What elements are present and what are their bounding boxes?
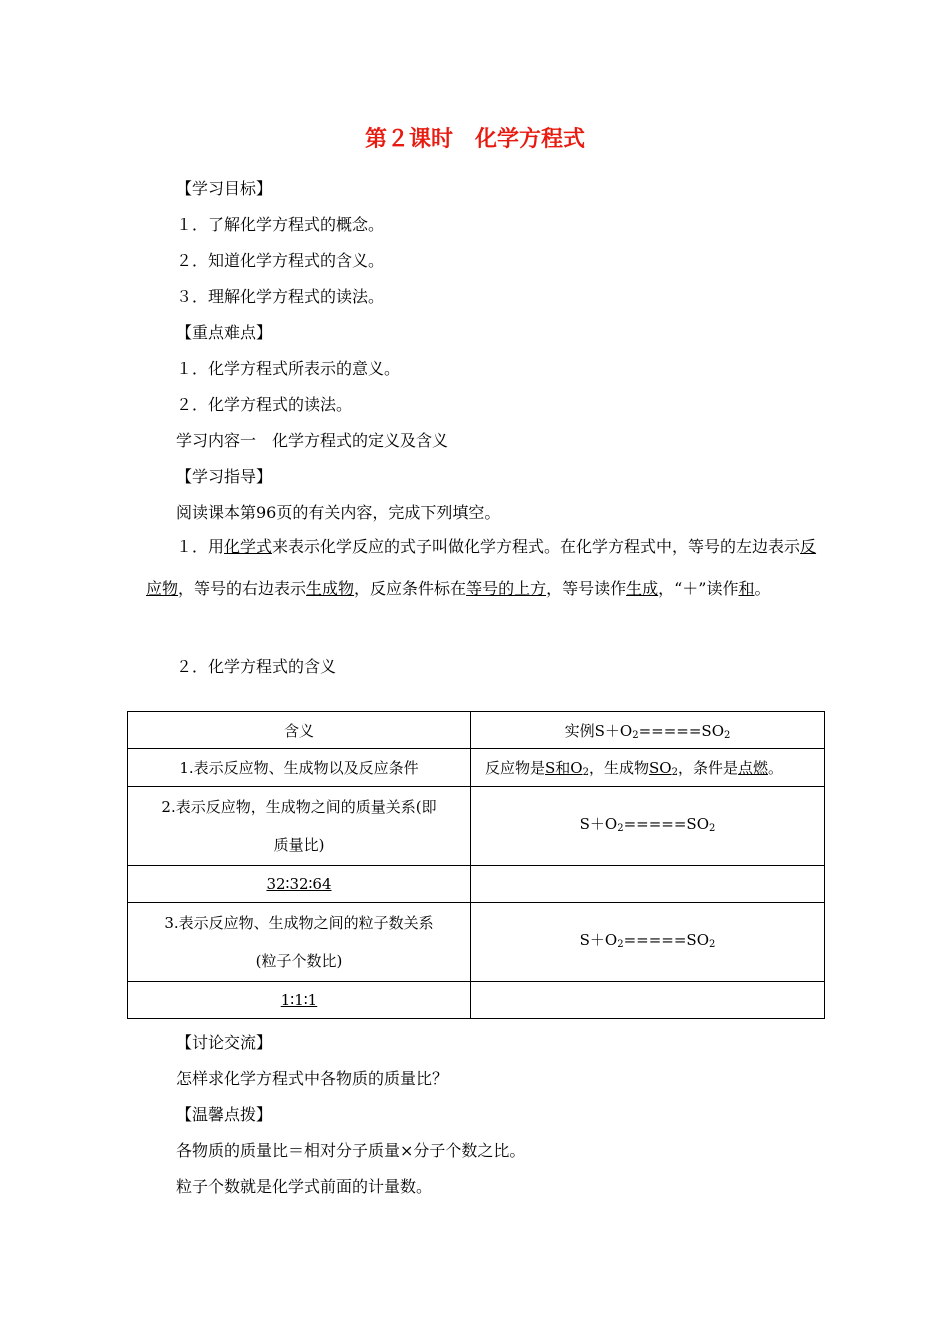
header-meaning: 含义 [128, 712, 471, 749]
subsection-title: ２．化学方程式的含义 [176, 657, 337, 676]
answer-blank: $SO_2$ [648, 759, 678, 778]
answer-blank: 生成 [626, 579, 659, 598]
discussion-text: 怎样求化学方程式中各物质的质量比？ [176, 1069, 449, 1088]
key-points-header: 【重点难点】 [176, 323, 273, 342]
row2-example: $S+O_2=====SO_2$ [471, 787, 825, 866]
table-row [128, 903, 825, 982]
table-row [128, 866, 825, 903]
meaning-table [127, 711, 825, 1019]
empty-cell [471, 982, 825, 1019]
answer-blank: 点燃 [737, 759, 768, 777]
key-point-item: ２．化学方程式的读法。 [176, 395, 353, 414]
row1-example: 反应物是S和$O_2$，生成物$SO_2$，条件是点燃。 [471, 749, 825, 787]
guide-header: 【学习指导】 [176, 467, 273, 486]
objective-item: ３．理解化学方程式的读法。 [176, 287, 385, 306]
tip-item: 粒子个数就是化学式前面的计量数。 [176, 1177, 433, 1196]
answer-blank: S和$O_2$ [545, 759, 589, 778]
table-row [128, 712, 825, 749]
tips-header: 【温馨点拨】 [176, 1105, 273, 1124]
tip-item: 各物质的质量比＝相对分子质量×分子个数之比。 [176, 1141, 526, 1160]
objective-item: ２．知道化学方程式的含义。 [176, 251, 385, 270]
row4-meaning: 3.表示反应物、生成物之间的粒子数关系 (粒子个数比) [128, 903, 471, 982]
objectives-header: 【学习目标】 [176, 179, 273, 198]
answer-blank: 和 [738, 579, 755, 598]
section-title: 学习内容一 化学方程式的定义及含义 [176, 431, 449, 450]
mass-ratio: 32∶32∶64 [128, 866, 471, 903]
row4-example: $S+O_2=====SO_2$ [471, 903, 825, 982]
answer-blank: 化学式 [224, 537, 273, 556]
table-row [128, 749, 825, 787]
key-point-item: １．化学方程式所表示的意义。 [176, 359, 401, 378]
row2-meaning: 2.表示反应物，生成物之间的质量关系(即 质量比) [128, 787, 471, 866]
answer-blank: 生成物 [306, 579, 355, 598]
fill-in-paragraph: １．用化学式来表示化学反应的式子叫做化学方程式。在化学方程式中，等号的左边表示反应物，等号的右边表示生成物，反应条件标在等号的上方，等号读作生成，“＋”读作和。 [146, 537, 817, 598]
empty-cell [471, 866, 825, 903]
answer-blank: 等号的上方 [466, 579, 547, 598]
guide-text: 阅读课本第96页的有关内容，完成下列填空。 [176, 503, 501, 522]
header-example: 实例$S+O_2=====SO_2$ [471, 712, 825, 749]
page-title: 第２课时 化学方程式 [364, 127, 585, 152]
row1-meaning: 1.表示反应物、生成物以及反应条件 [128, 749, 471, 787]
table-row [128, 982, 825, 1019]
particle-ratio: 1∶1∶1 [128, 982, 471, 1019]
objective-item: １．了解化学方程式的概念。 [176, 215, 385, 234]
discussion-header: 【讨论交流】 [176, 1033, 273, 1052]
table-row [128, 787, 825, 866]
answer-blank: 反应物 [146, 537, 817, 598]
